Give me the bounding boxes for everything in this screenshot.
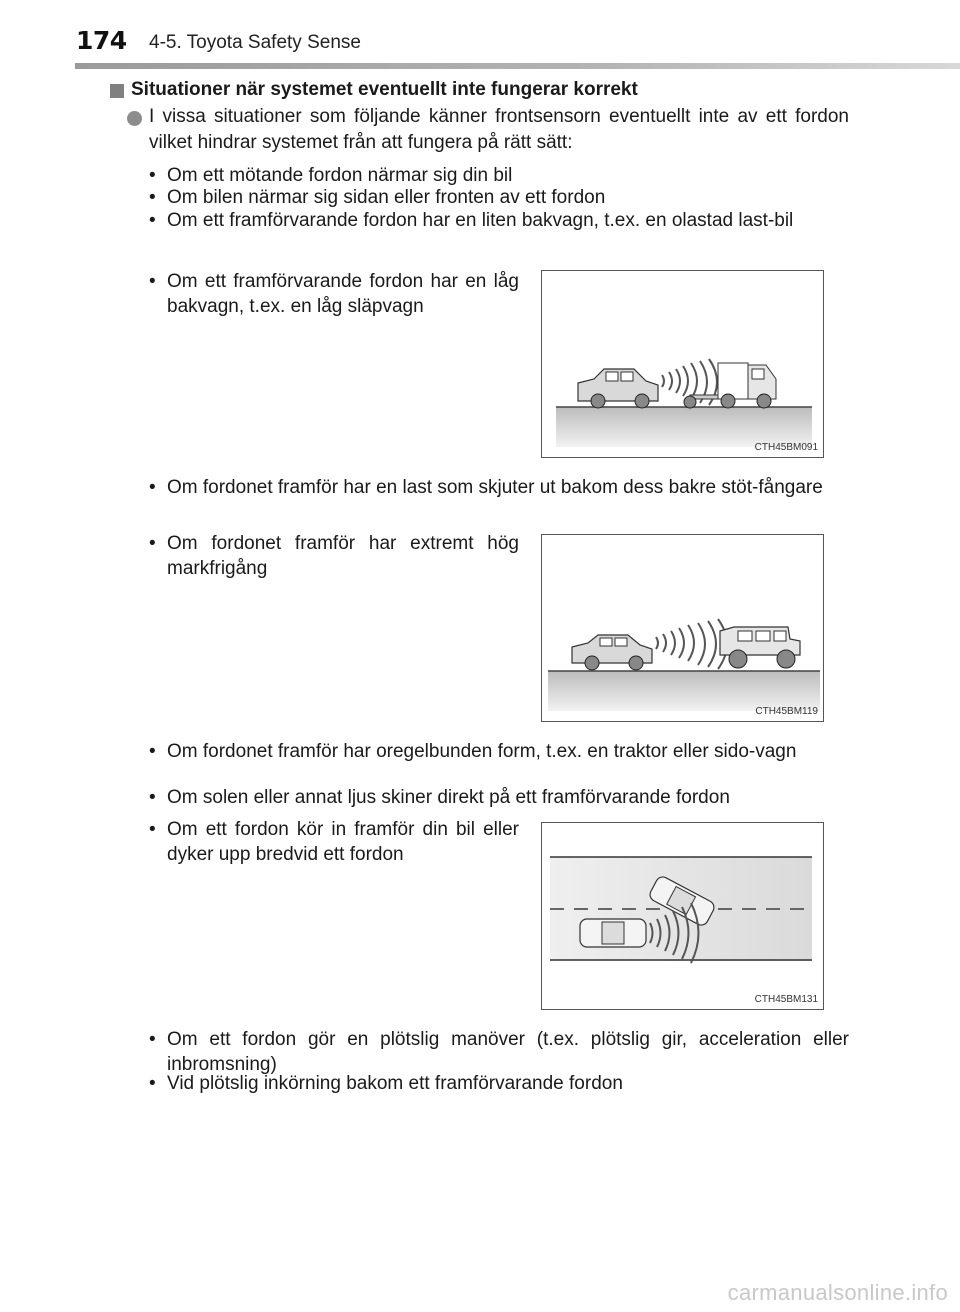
figure-high-clearance (541, 534, 824, 722)
circle-bullet-icon (127, 111, 142, 126)
watermark: carmanualsonline.info (727, 1280, 948, 1305)
figure-code: CTH45BM091 (754, 442, 818, 453)
section-title: 4-5. Toyota Safety Sense (149, 32, 361, 53)
section-heading: Situationer när systemet eventuellt inte fungerar korrekt (131, 79, 638, 100)
page-header (0, 0, 960, 64)
header-rule (75, 63, 960, 69)
intro-paragraph: I vissa situationer som följande känner frontsensorn eventuellt inte av ett fordon vilket hindrar systemet från att fungera på rätt sätt: (149, 106, 849, 153)
figure-code: CTH45BM131 (754, 994, 818, 1005)
figure-cut-in (541, 822, 824, 1010)
figure-code: CTH45BM119 (755, 706, 818, 717)
page-number: 174 (76, 26, 127, 55)
figure-low-trailer (541, 270, 824, 458)
square-bullet-icon (110, 84, 124, 98)
